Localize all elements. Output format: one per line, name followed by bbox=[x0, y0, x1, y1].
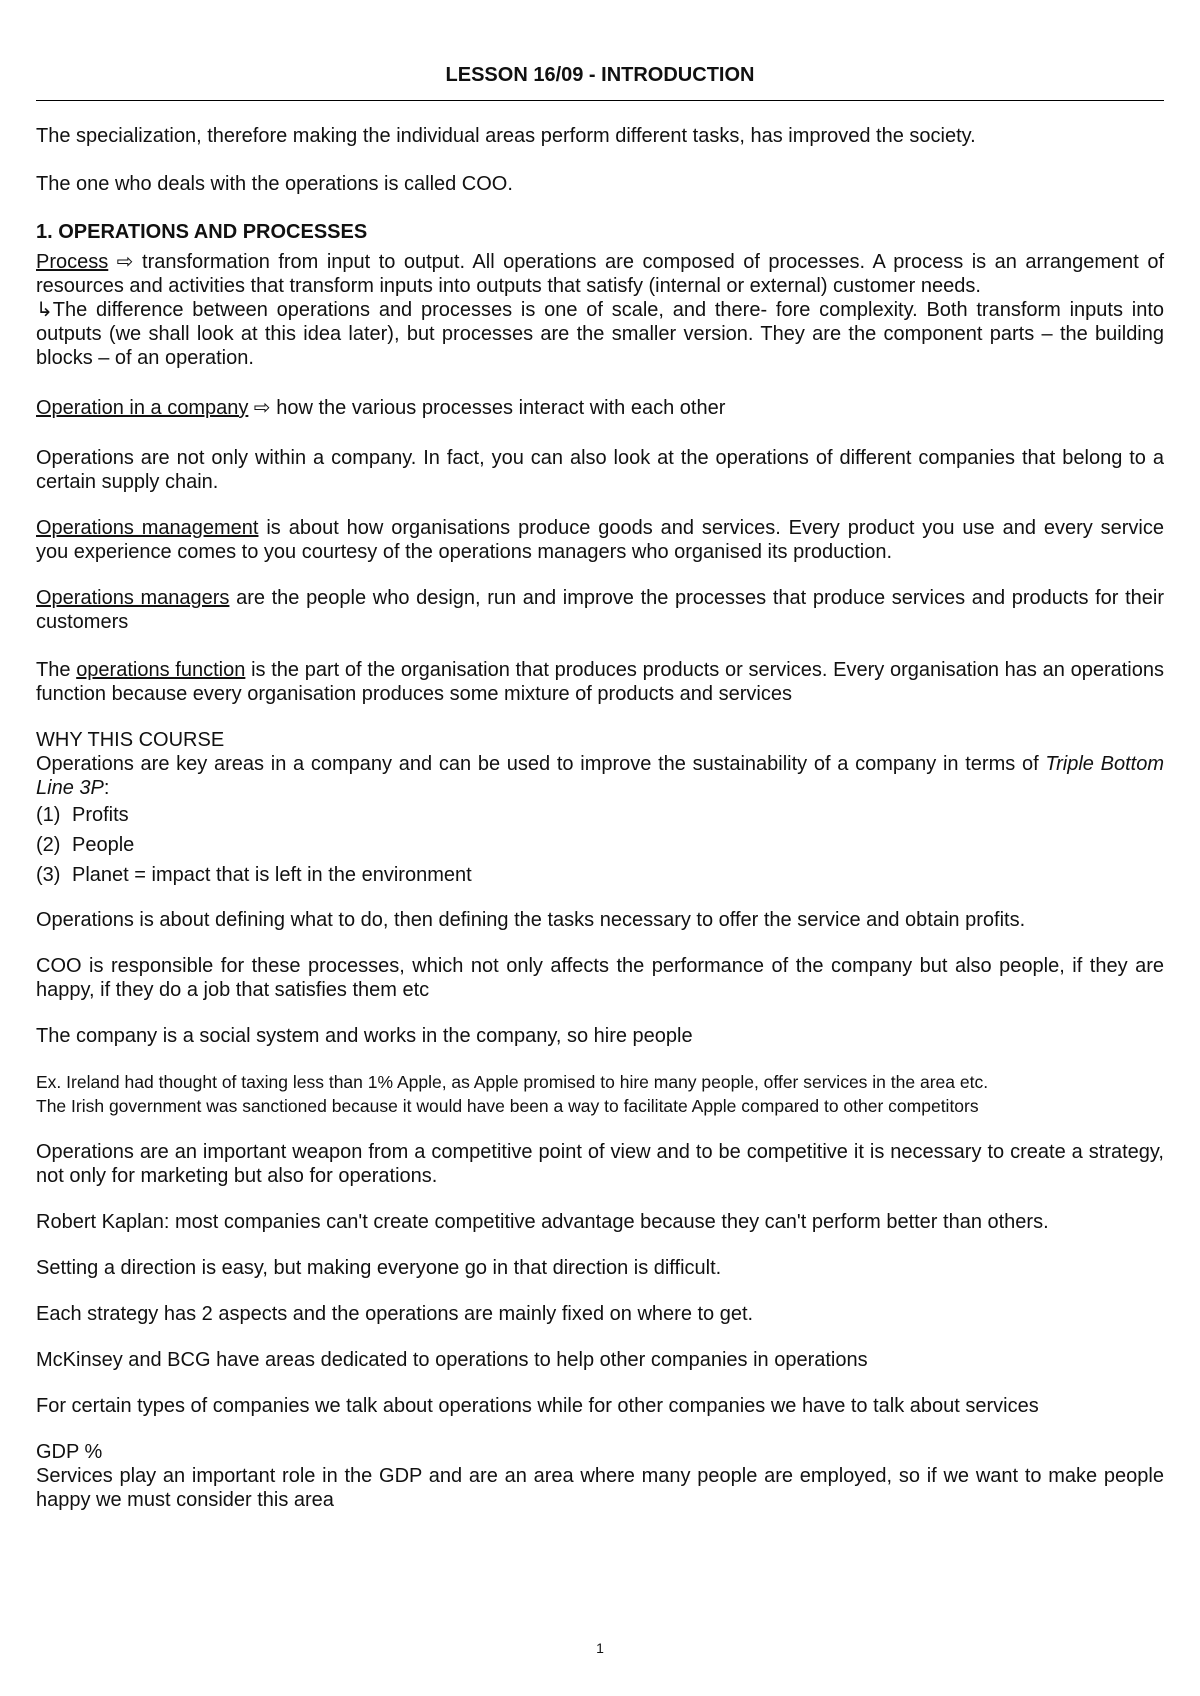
paragraph-why-this-course bbox=[36, 752, 1164, 800]
operations-function-prefix: The bbox=[36, 659, 77, 681]
return-arrow-icon: ↳ bbox=[36, 299, 53, 321]
page-number: 1 bbox=[596, 1640, 604, 1656]
paragraph-coo-responsible: COO is responsible for these processes, which not only affects the performance of the company but also people, if they are happy, if they do a job that satisfies them etc bbox=[36, 955, 1164, 1001]
paragraph-coo: The one who deals with the operations is called COO. bbox=[36, 173, 513, 195]
term-process: Process bbox=[36, 251, 109, 273]
paragraph-direction: Setting a direction is easy, but making everyone go in that direction is difficult. bbox=[36, 1257, 722, 1279]
paragraph-strategy-aspects: Each strategy has 2 aspects and the operations are mainly fixed on where to get. bbox=[36, 1303, 754, 1325]
document-page bbox=[36, 0, 1164, 1696]
triple-bottom-line-list bbox=[36, 800, 1164, 890]
heading-gdp: GDP % bbox=[36, 1441, 103, 1463]
page-title: LESSON 16/09 - INTRODUCTION bbox=[445, 64, 755, 86]
paragraph-kaplan: Robert Kaplan: most companies can't create competitive advantage because they can't perform better than others. bbox=[36, 1211, 1049, 1233]
term-operation: Operation in a company bbox=[36, 397, 249, 419]
process-note-text: The difference between operations and processes is one of scale, and there- fore complexity. Both transform inputs into outputs (we shall look at this idea later), but processes are the smaller version. They are the component parts – the building blocks – of an operation. bbox=[36, 299, 1164, 369]
document-body bbox=[36, 124, 1164, 1512]
list-number: (3) bbox=[36, 864, 61, 886]
title-rule bbox=[36, 100, 1164, 101]
why-colon: : bbox=[103, 777, 110, 799]
paragraph-supply-chain: Operations are not only within a company. In fact, you can also look at the operations of different companies that belong to a certain supply chain. bbox=[36, 447, 1164, 493]
list-text: Planet = impact that is left in the environment bbox=[72, 864, 472, 886]
paragraph-process-definition bbox=[36, 250, 1164, 298]
list-number: (2) bbox=[36, 834, 61, 856]
paragraph-mckinsey: McKinsey and BCG have areas dedicated to operations to help other companies in operations bbox=[36, 1349, 868, 1371]
list-text: People bbox=[72, 834, 135, 856]
paragraph-specialization: The specialization, therefore making the individual areas perform different tasks, has improved the society. bbox=[36, 125, 976, 147]
term-operations-function: operations function bbox=[76, 659, 246, 681]
heading-why-this-course: WHY THIS COURSE bbox=[36, 729, 225, 751]
section-heading-operations-processes: 1. OPERATIONS AND PROCESSES bbox=[36, 221, 368, 243]
arrow-icon: ⇨ bbox=[253, 397, 271, 419]
operations-management-text: is about how organisations produce goods and services. Every product you use and every service you experience comes to you courtesy of the operations managers who organised its production. bbox=[36, 517, 1164, 563]
paragraph-operations-management bbox=[36, 516, 1164, 564]
example-line-2: The Irish government was sanctioned because it would have been a way to facilitate Apple compared to other competitors bbox=[36, 1096, 979, 1116]
process-definition-text: transformation from input to output. All operations are composed of processes. A process is an arrangement of resources and activities that transform inputs into outputs that satisfy (internal or external) customer needs. bbox=[36, 251, 1164, 297]
paragraph-operations-managers bbox=[36, 586, 1164, 634]
operations-function-text: is the part of the organisation that produces products or services. Every organisation has an operations function because every organisation produces some mixture of products and services bbox=[36, 659, 1164, 705]
triple-bottom-line-term: Triple Bottom Line 3P bbox=[36, 753, 1164, 799]
list-item bbox=[36, 830, 1164, 860]
list-text: Profits bbox=[72, 804, 129, 826]
list-item bbox=[36, 800, 1164, 830]
paragraph-process-note bbox=[36, 298, 1164, 370]
term-operations-managers: Operations managers bbox=[36, 587, 230, 609]
example-line-1: Ex. Ireland had thought of taxing less than 1% Apple, as Apple promised to hire many people, offer services in the area etc. bbox=[36, 1072, 989, 1092]
why-text: Operations are key areas in a company and can be used to improve the sustainability of a company in terms of bbox=[36, 753, 1046, 775]
arrow-icon: ⇨ bbox=[116, 251, 134, 273]
operation-definition-text: how the various processes interact with each other bbox=[270, 397, 726, 419]
list-item bbox=[36, 860, 1164, 890]
term-operations-management: Operations management bbox=[36, 517, 259, 539]
paragraph-social-system: The company is a social system and works in the company, so hire people bbox=[36, 1025, 693, 1047]
paragraph-services-gdp: Services play an important role in the GDP and are an area where many people are employed, so if we want to make people happy we must consider this area bbox=[36, 1465, 1164, 1511]
operations-managers-text: are the people who design, run and improve the processes that produce services and products for their customers bbox=[36, 587, 1164, 633]
paragraph-defining: Operations is about defining what to do, then defining the tasks necessary to offer the service and obtain profits. bbox=[36, 909, 1026, 931]
paragraph-competitive-weapon: Operations are an important weapon from a competitive point of view and to be competitive it is necessary to create a strategy, not only for marketing but also for operations. bbox=[36, 1141, 1164, 1187]
list-number: (1) bbox=[36, 804, 61, 826]
paragraph-operations-function bbox=[36, 658, 1164, 706]
paragraph-company-types: For certain types of companies we talk about operations while for other companies we have to talk about services bbox=[36, 1395, 1039, 1417]
paragraph-operation-definition bbox=[36, 396, 1164, 420]
